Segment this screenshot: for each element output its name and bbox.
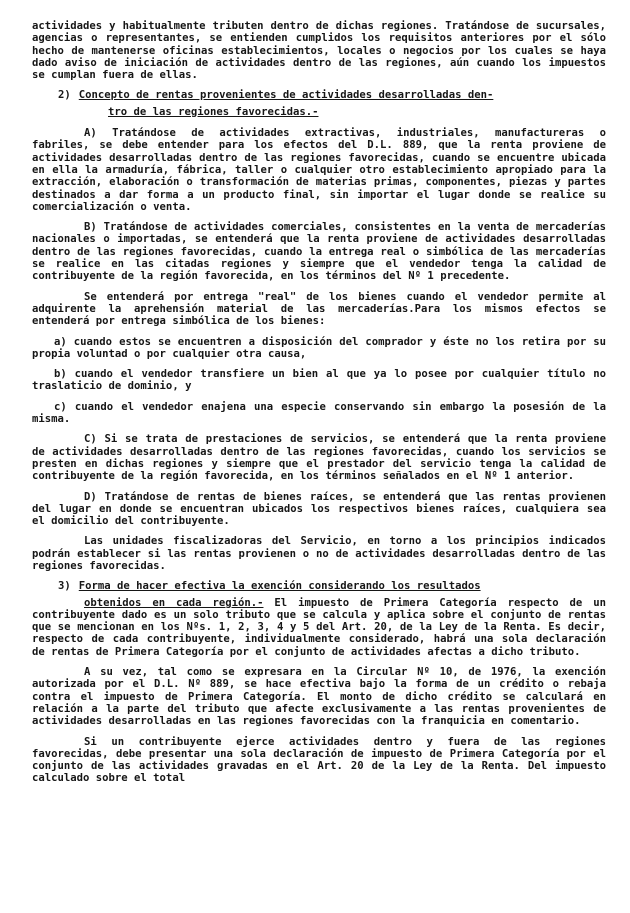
paragraph-B: B) Tratándose de actividades comerciales, consistentes en la venta de mercaderías nacionales o importadas, se entenderá que la renta proviene de actividades desarrolladas dentro de las regiones favorecidas, cuando la entrega real o simbólica de las mercaderías se realice en las citadas regiones y siempre que el vendedor tenga la calidad de contribuyente de la región favorecida, en los términos del Nº 1 precedente. (32, 221, 606, 283)
list-item-c: c) cuando el vendedor enajena una especie conservando sin embargo la posesión de la misma. (32, 400, 606, 426)
section-number-3: 3) (58, 580, 71, 593)
paragraph-3-text: El impuesto de Primera Categoría respecto de un contribuyente dado es un solo tributo que se calcula y aplica sobre el conjunto de rentas que se mencionan en los Nºs. 1, 2, 3, 4 y 5 del Art. 20, de la Ley de la Renta. Es decir, respecto de cada contribuyente, individualmente considerado, habrá una sola declaración de rentas de Primera Categoría por el conjunto de actividades afectas a dicho tributo. (32, 596, 606, 658)
section-title-2-line2: tro de las regiones favorecidas.- (108, 105, 319, 118)
section-title-3-line1: Forma de hacer efectiva la exención considerando los resultados (78, 580, 481, 593)
section-heading-2 (32, 89, 606, 118)
paragraph-3 (32, 597, 606, 658)
section-title-2-line1: Concepto de rentas provenientes de actividades desarrolladas den- (78, 89, 494, 102)
paragraph-unidades: Las unidades fiscalizadoras del Servicio, en torno a los principios indicados podrán establecer si las rentas provienen o no de actividades desarrolladas dentro de las regiones favorecidas. (32, 535, 606, 572)
paragraph-entrega: Se entenderá por entrega "real" de los bienes cuando el vendedor permite al adquirente la aprehensión material de las mercaderías.Para los mismos efectos se entenderá por entrega simbólica de los bienes: (32, 290, 606, 328)
paragraph-C: C) Si se trata de prestaciones de servicios, se entenderá que la renta proviene de actividades desarrolladas dentro de las regiones favorecidas, cuando los servicios se presten en dichas regiones y siempre que el prestador del servicio tenga la calidad de contribuyente de la región favorecida, en los términos señalados en el Nº 1 anterior. (32, 433, 606, 483)
paragraph-D: D) Tratándose de rentas de bienes raíces, se entenderá que las rentas provienen del lugar en donde se encuentran ubicados los respectivos bienes raíces, cualquiera sea el domicilio del contribuyente. (32, 490, 606, 528)
paragraph-a-su-vez: A su vez, tal como se expresara en la Circular Nº 10, de 1976, la exención autorizada por el D.L. Nº 889, se hace efectiva bajo la forma de un crédito o rebaja contra el impuesto de Primera Categoría. El monto de dicho crédito se calculará en relación a la parte del tributo que afecte exclusivamente a las rentas provenientes de actividades desarrolladas en las regiones favorecidas con la franquicia en comentario. (32, 666, 606, 728)
section-heading-3 (32, 580, 606, 592)
section-title-3-line2: obtenidos en cada región.- (84, 596, 264, 609)
list-item-a: a) cuando estos se encuentren a disposición del comprador y éste no los retira por su propia voluntad o por cualquier otra causa, (32, 335, 606, 360)
paragraph-A: A) Tratándose de actividades extractivas, industriales, manufactureras o fabriles, se debe entender para los efectos del D.L. 889, que la renta proviene de actividades desarrolladas dentro de las regiones favorecidas, cuando se encuentre ubicada en ella la armaduría, fábrica, taller o cualquier otro establecimiento apropiado para la extracción, elaboración o transformación de materias primas, componentes, piezas y partes destinados a dar forma a un producto final, sin importar el lugar donde se realice su comercialización o venta. (32, 127, 606, 213)
list-item-b: b) cuando el vendedor transfiere un bien al que ya lo posee por cualquier título no traslaticio de dominio, y (32, 368, 606, 393)
paragraph-last: Si un contribuyente ejerce actividades dentro y fuera de las regiones favorecidas, debe presentar una sola declaración de impuesto de Primera Categoría por el conjunto de las actividades gravadas en el Art. 20 de la Ley de la Renta. Del impuesto calculado sobre el total (32, 735, 606, 785)
section-number-2: 2) (58, 89, 71, 102)
paragraph-intro: actividades y habitualmente tributen dentro de dichas regiones. Tratándose de sucursales, agencias o representantes, se entienden cumplidos los requisitos anteriores por el sólo hecho de mantenerse oficinas establecimientos, locales o negocios por los cuales se haya dado aviso de iniciación de actividades dentro de las regiones, aún cuando los impuestos se cumplan fuera de ellas. (32, 20, 606, 82)
